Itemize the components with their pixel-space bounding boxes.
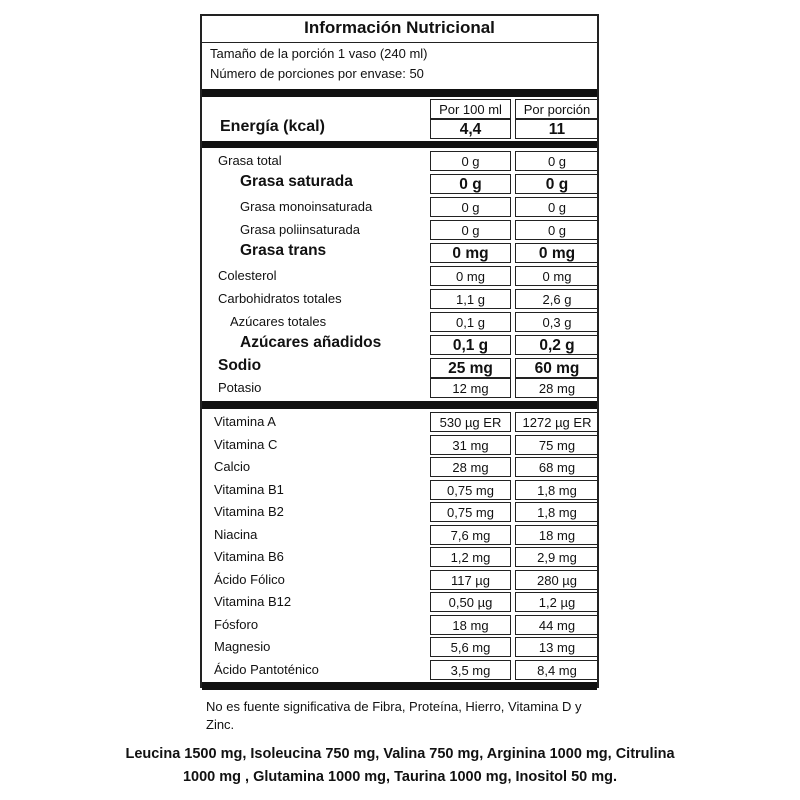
total-sugars-per-100ml: 0,1 g xyxy=(430,312,511,332)
added-sugars-per-100ml: 0,1 g xyxy=(430,335,511,355)
vitamin-b2-label: Vitamina B2 xyxy=(214,504,284,519)
column-header-per-serving: Por porción xyxy=(515,99,599,119)
phosphorus-per-serving: 44 mg xyxy=(515,615,599,635)
servings-per-container: Número de porciones por envase: 50 xyxy=(210,66,424,81)
vitamin-b1-per-100ml: 0,75 mg xyxy=(430,480,511,500)
vitamin-b2-per-serving: 1,8 mg xyxy=(515,502,599,522)
magnesium-per-100ml: 5,6 mg xyxy=(430,637,511,657)
sodium-per-serving: 60 mg xyxy=(515,358,599,378)
column-header-per-100ml: Por 100 ml xyxy=(430,99,511,119)
polyunsaturated-fat-label: Grasa poliinsaturada xyxy=(240,222,360,237)
folic-acid-label: Ácido Fólico xyxy=(214,571,285,587)
phosphorus-label: Fósforo xyxy=(214,616,259,632)
polyunsaturated-fat-per-100ml: 0 g xyxy=(430,220,511,240)
vitamin-b1-label: Vitamina B1 xyxy=(214,481,284,497)
vitamin-b12-label: Vitamina B12 xyxy=(214,594,292,609)
calcium-label: Calcio xyxy=(214,459,251,474)
nutrition-facts-panel xyxy=(200,14,599,688)
calcium-per-100ml: 28 mg xyxy=(430,457,511,477)
trans-fat-label: Grasa trans xyxy=(240,242,327,259)
magnesium-label: Magnesio xyxy=(214,639,271,654)
magnesium-per-serving: 13 mg xyxy=(515,637,599,657)
added-sugars-label: Azúcares añadidos xyxy=(240,334,382,351)
footnote: No es fuente significativa de Fibra, Proteína, Hierro, Vitamina D y Zinc. xyxy=(206,699,582,732)
polyunsaturated-fat-per-serving: 0 g xyxy=(515,220,599,240)
cholesterol-per-serving: 0 mg xyxy=(515,266,599,286)
energy-thick-rule xyxy=(202,141,597,148)
monounsaturated-fat-label: Grasa monoinsaturada xyxy=(240,199,373,214)
phosphorus-per-100ml: 18 mg xyxy=(430,615,511,635)
cholesterol-label: Colesterol xyxy=(218,268,277,283)
folic-acid-per-100ml: 117 µg xyxy=(430,570,511,590)
energy-per-100ml: 4,4 xyxy=(430,119,511,139)
header-thick-rule xyxy=(202,89,597,97)
vitamin-b12-per-100ml: 0,50 µg xyxy=(430,592,511,612)
vitamin-b6-label: Vitamina B6 xyxy=(214,549,284,564)
pantothenic-acid-per-serving: 8,4 mg xyxy=(515,660,599,680)
vitamin-a-label: Vitamina A xyxy=(214,414,276,429)
panel-title: Información Nutricional xyxy=(304,18,495,37)
vitamin-b6-per-100ml: 1,2 mg xyxy=(430,547,511,567)
pantothenic-acid-label: Ácido Pantoténico xyxy=(214,661,319,677)
saturated-fat-per-serving: 0 g xyxy=(515,174,599,194)
total-sugars-per-serving: 0,3 g xyxy=(515,312,599,332)
extra-ingredients-line-2: 1000 mg , Glutamina 1000 mg, Taurina 1000 mg, Inositol 50 mg. xyxy=(182,769,618,785)
vitamin-a-per-100ml: 530 µg ER xyxy=(430,412,511,432)
energy-per-serving: 11 xyxy=(515,119,599,139)
niacin-per-serving: 18 mg xyxy=(515,525,599,545)
calcium-per-serving: 68 mg xyxy=(515,457,599,477)
added-sugars-per-serving: 0,2 g xyxy=(515,335,599,355)
vitamin-c-label: Vitamina C xyxy=(214,436,278,452)
saturated-fat-per-100ml: 0 g xyxy=(430,174,511,194)
potassium-label: Potasio xyxy=(218,380,262,395)
total-carbohydrates-label: Carbohidratos totales xyxy=(218,291,342,306)
total-carbohydrates-per-serving: 2,6 g xyxy=(515,289,599,309)
extra-ingredients-line-1: Leucina 1500 mg, Isoleucina 750 mg, Valina 750 mg, Arginina 1000 mg, Citrulina xyxy=(125,746,675,762)
potassium-per-serving: 28 mg xyxy=(515,378,599,398)
vitamin-b12-per-serving: 1,2 µg xyxy=(515,592,599,612)
niacin-label: Niacina xyxy=(214,526,258,542)
niacin-per-100ml: 7,6 mg xyxy=(430,525,511,545)
serving-size: Tamaño de la porción 1 vaso (240 ml) xyxy=(210,46,428,61)
monounsaturated-fat-per-100ml: 0 g xyxy=(430,197,511,217)
folic-acid-per-serving: 280 µg xyxy=(515,570,599,590)
potassium-per-100ml: 12 mg xyxy=(430,378,511,398)
vitamin-c-per-100ml: 31 mg xyxy=(430,435,511,455)
energy-label: Energía (kcal) xyxy=(220,118,325,135)
sodium-label: Sodio xyxy=(218,357,262,374)
vitamin-b1-per-serving: 1,8 mg xyxy=(515,480,599,500)
monounsaturated-fat-per-serving: 0 g xyxy=(515,197,599,217)
trans-fat-per-serving: 0 mg xyxy=(515,243,599,263)
total-fat-per-100ml: 0 g xyxy=(430,151,511,171)
vitamin-c-per-serving: 75 mg xyxy=(515,435,599,455)
cholesterol-per-100ml: 0 mg xyxy=(430,266,511,286)
total-fat-label: Grasa total xyxy=(218,153,282,168)
trans-fat-per-100ml: 0 mg xyxy=(430,243,511,263)
vitamin-b6-per-serving: 2,9 mg xyxy=(515,547,599,567)
sodium-per-100ml: 25 mg xyxy=(430,358,511,378)
vitamin-a-per-serving: 1272 µg ER xyxy=(515,412,599,432)
vitamins-thick-rule xyxy=(202,401,597,409)
total-carbohydrates-per-100ml: 1,1 g xyxy=(430,289,511,309)
total-fat-per-serving: 0 g xyxy=(515,151,599,171)
total-sugars-label: Azúcares totales xyxy=(230,314,327,329)
pantothenic-acid-per-100ml: 3,5 mg xyxy=(430,660,511,680)
title-divider xyxy=(202,42,597,43)
footnote-thick-rule xyxy=(202,682,597,690)
saturated-fat-label: Grasa saturada xyxy=(240,173,353,190)
vitamin-b2-per-100ml: 0,75 mg xyxy=(430,502,511,522)
